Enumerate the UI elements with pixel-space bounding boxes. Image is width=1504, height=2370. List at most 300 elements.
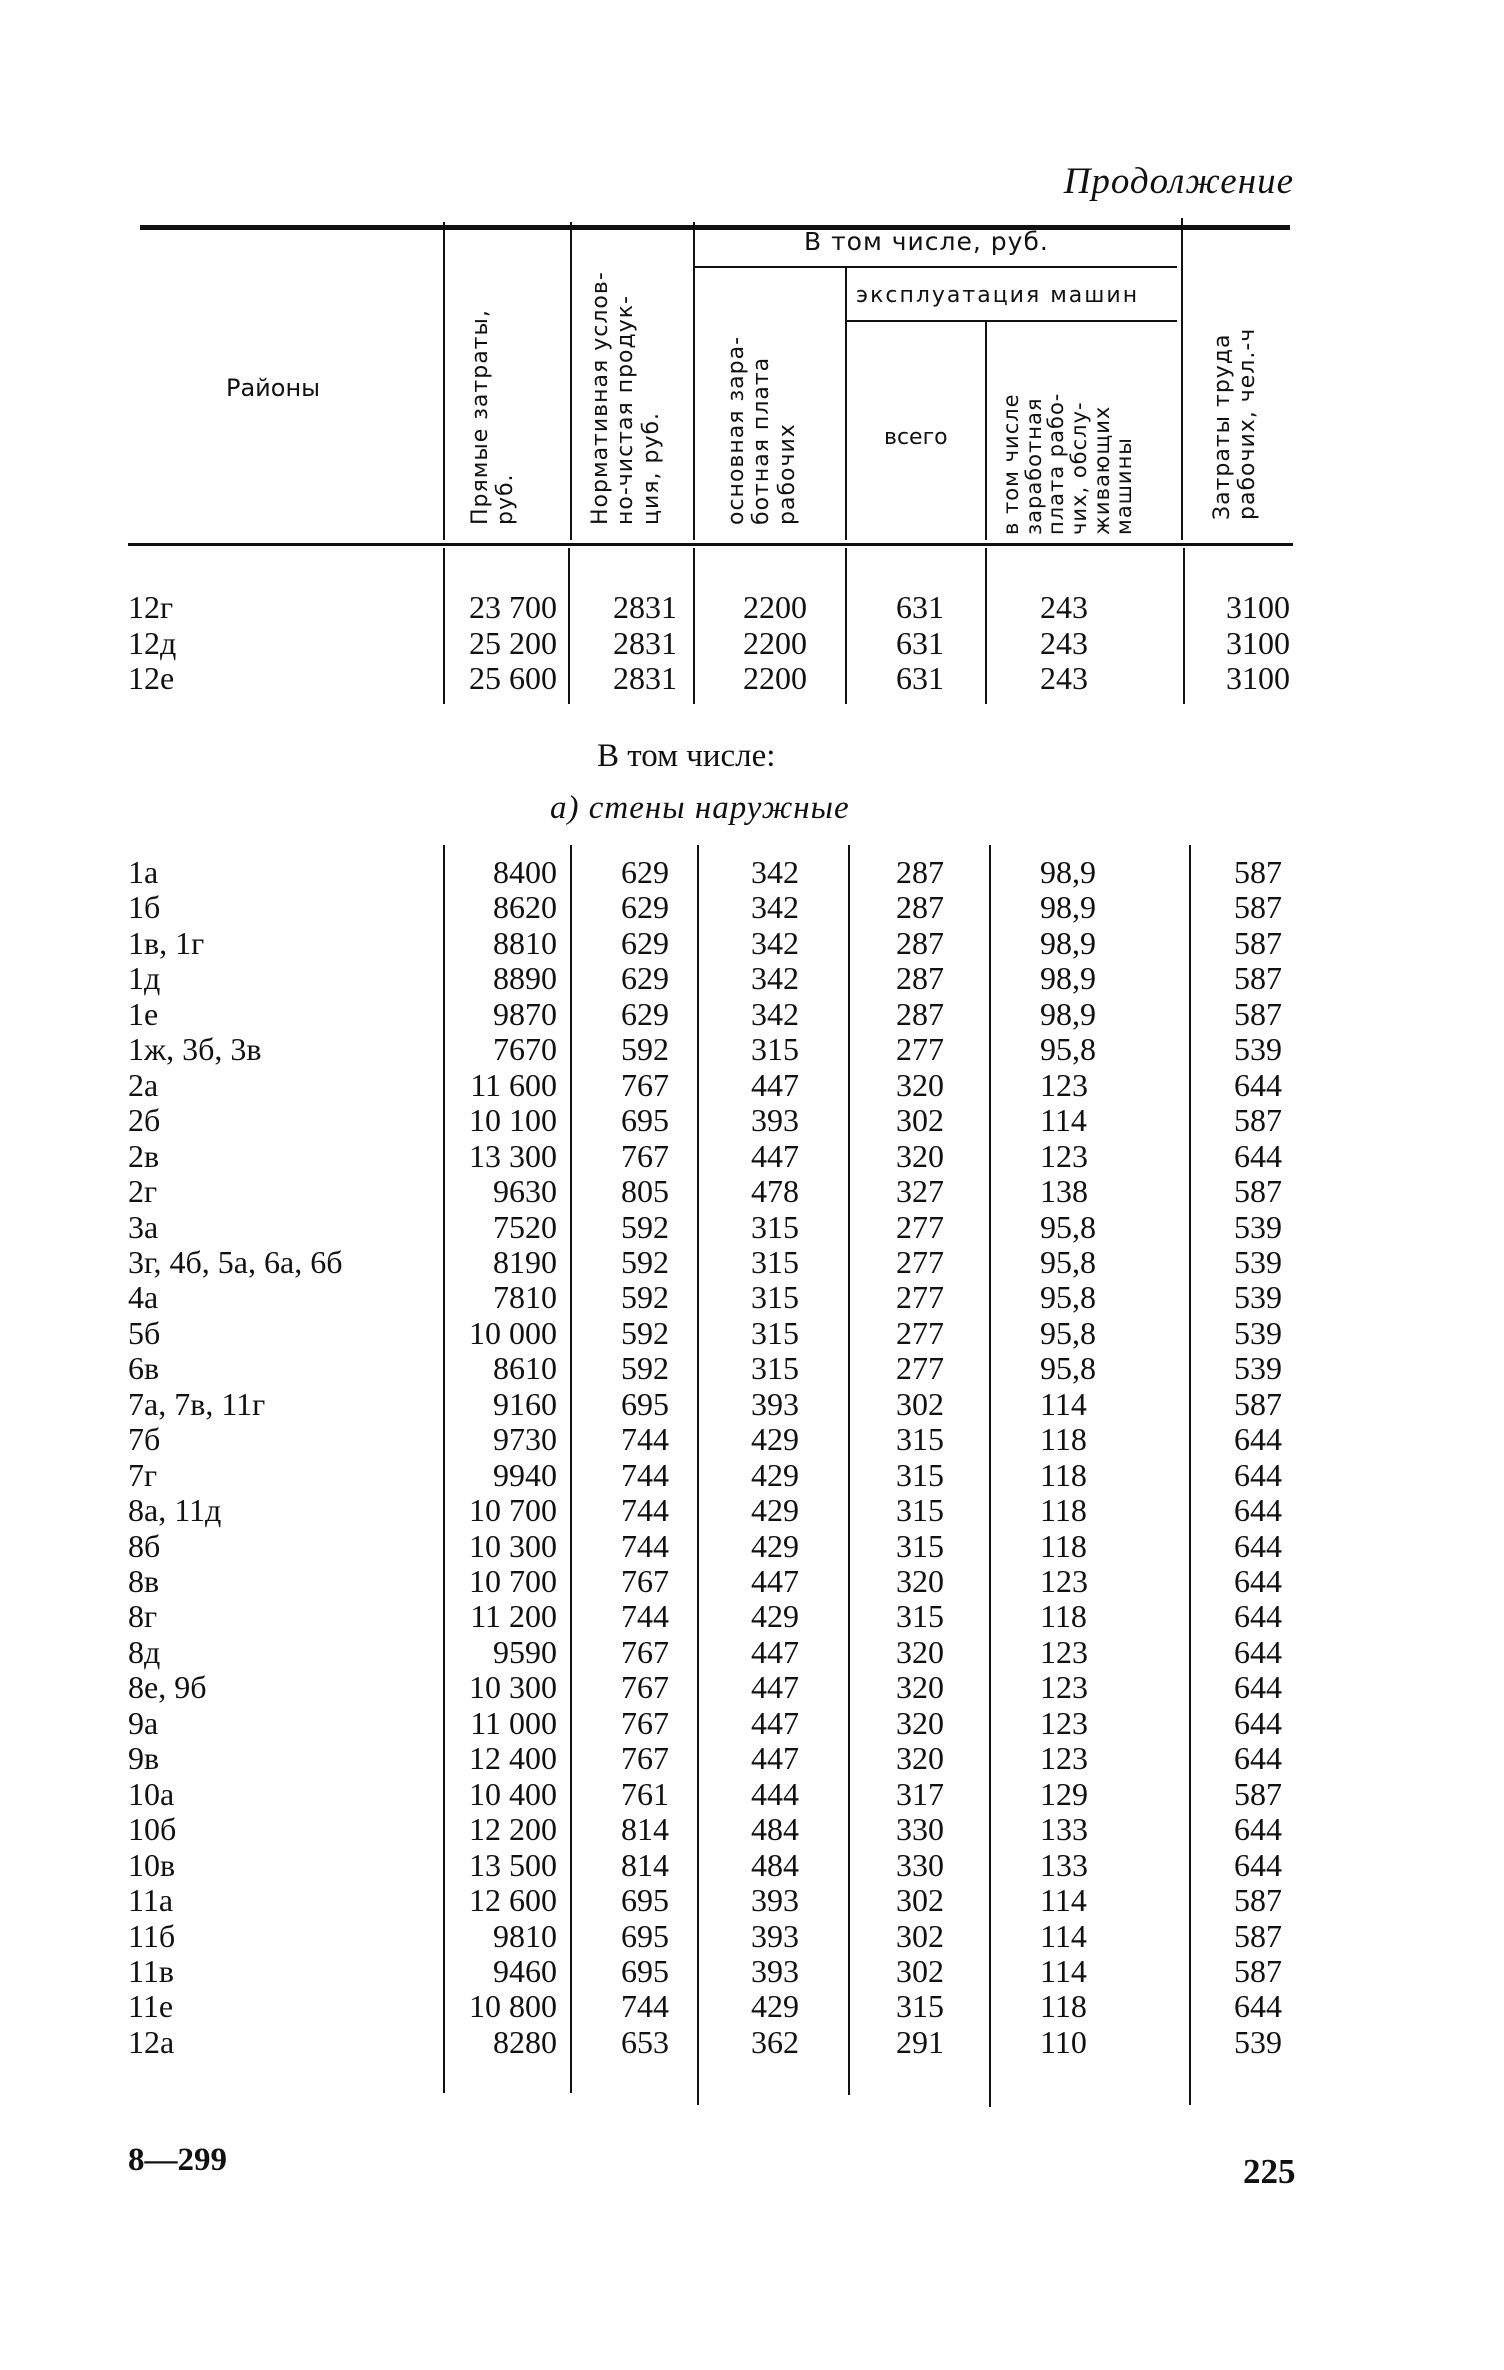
direct-costs-cell: 9460: [493, 1952, 557, 1989]
labor-cell: 644: [1234, 1704, 1282, 1741]
machine-wage-cell: 114: [1040, 1917, 1087, 1954]
machine-total-cell: 631: [896, 624, 944, 661]
machine-total-cell: 320: [896, 1633, 944, 1670]
normative-cell: 629: [621, 889, 669, 926]
main-wage-cell: 342: [751, 995, 799, 1032]
machine-wage-cell: 118: [1040, 1527, 1087, 1564]
direct-costs-cell: 9730: [493, 1421, 557, 1458]
table-row: [0, 1068, 1504, 1103]
normative-cell: 761: [621, 1775, 669, 1812]
normative-cell: 767: [621, 1137, 669, 1174]
labor-cell: 644: [1234, 1811, 1282, 1848]
direct-costs-cell: 25 200: [469, 624, 557, 661]
continuation-label: Продолжение: [1063, 161, 1294, 202]
direct-costs-cell: 7810: [493, 1279, 557, 1316]
direct-costs-cell: 13 500: [469, 1846, 557, 1883]
table-row: [0, 1351, 1504, 1386]
labor-cell: 587: [1234, 1173, 1282, 1210]
direct-costs-cell: 8280: [493, 2023, 557, 2060]
direct-costs-cell: 12 200: [469, 1811, 557, 1848]
main-wage-cell: 447: [751, 1669, 799, 1706]
machine-total-cell: 302: [896, 1882, 944, 1919]
table-row: [0, 1210, 1504, 1245]
normative-cell: 767: [621, 1563, 669, 1599]
direct-costs-cell: 9630: [493, 1173, 557, 1210]
normative-cell: 744: [621, 1988, 669, 2025]
normative-cell: 592: [621, 1314, 669, 1351]
labor-cell: 644: [1234, 1598, 1282, 1635]
labor-cell: 644: [1234, 1740, 1282, 1777]
table-row: [0, 1564, 1504, 1599]
normative-cell: 814: [621, 1811, 669, 1848]
machine-total-cell: 320: [896, 1740, 944, 1777]
normative-cell: 814: [621, 1846, 669, 1883]
labor-cell: 587: [1234, 1882, 1282, 1919]
labor-cell: 587: [1234, 995, 1282, 1032]
labor-cell: 644: [1234, 1492, 1282, 1529]
machine-wage-cell: 118: [1040, 1492, 1087, 1529]
direct-costs-cell: 23 700: [469, 589, 557, 625]
direct-costs-cell: 11 200: [470, 1598, 557, 1635]
labor-cell: 587: [1234, 1385, 1282, 1422]
header-including-rub: В том числе, руб.: [804, 227, 1049, 256]
main-wage-cell: 315: [751, 1279, 799, 1316]
machine-total-cell: 287: [896, 924, 944, 961]
main-wage-cell: 393: [751, 1952, 799, 1989]
machine-wage-cell: 98,9: [1040, 854, 1096, 890]
direct-costs-cell: 9870: [493, 995, 557, 1032]
direct-costs-cell: 13 300: [469, 1137, 557, 1174]
header-subrule: [695, 266, 1177, 268]
region-cell: 7б: [128, 1421, 161, 1458]
region-cell: 8б: [128, 1527, 161, 1564]
main-wage-cell: 393: [751, 1917, 799, 1954]
main-wage-cell: 2200: [743, 589, 807, 625]
header-main-wage: основная зара- ботная плата рабочих: [724, 335, 800, 525]
main-wage-cell: 429: [751, 1527, 799, 1564]
table-row: [0, 1458, 1504, 1493]
labor-cell: 644: [1234, 1527, 1282, 1564]
normative-cell: 767: [621, 1669, 669, 1706]
machine-total-cell: 631: [896, 589, 944, 625]
header-labor: Затраты труда рабочих, чел.-ч: [1210, 327, 1261, 520]
machine-total-cell: 631: [896, 660, 944, 696]
labor-cell: 3100: [1226, 589, 1290, 625]
machine-total-cell: 287: [896, 889, 944, 926]
machine-total-cell: 315: [896, 1598, 944, 1635]
region-cell: 11а: [128, 1882, 174, 1919]
header-machine-operation: эксплуатация машин: [856, 283, 1140, 308]
machine-wage-cell: 98,9: [1040, 924, 1096, 961]
machine-total-cell: 277: [896, 1208, 944, 1245]
region-cell: 10а: [128, 1775, 175, 1812]
direct-costs-cell: 12 600: [469, 1882, 557, 1919]
table-row: [0, 1883, 1504, 1918]
main-wage-cell: 315: [751, 1350, 799, 1387]
direct-costs-cell: 9940: [493, 1456, 557, 1493]
main-wage-cell: 315: [751, 1243, 799, 1280]
machine-total-cell: 287: [896, 854, 944, 890]
main-wage-cell: 484: [751, 1811, 799, 1848]
main-wage-cell: 2200: [743, 624, 807, 661]
labor-cell: 3100: [1226, 660, 1290, 696]
machine-total-cell: 315: [896, 1421, 944, 1458]
machine-wage-cell: 133: [1040, 1846, 1088, 1883]
table-row: [0, 1741, 1504, 1776]
machine-total-cell: 277: [896, 1314, 944, 1351]
labor-cell: 644: [1234, 1669, 1282, 1706]
machine-wage-cell: 133: [1040, 1811, 1088, 1848]
region-cell: 1в, 1г: [128, 924, 205, 961]
header-subrule: [847, 320, 1177, 322]
region-cell: 1ж, 3б, 3в: [128, 1031, 262, 1068]
region-cell: 11е: [128, 1988, 174, 2025]
main-wage-cell: 315: [751, 1314, 799, 1351]
header-divider: [570, 222, 572, 540]
direct-costs-cell: 11 600: [470, 1066, 557, 1103]
table-row: [0, 1706, 1504, 1741]
main-wage-cell: 447: [751, 1633, 799, 1670]
machine-wage-cell: 118: [1040, 1988, 1087, 2025]
direct-costs-cell: 10 300: [469, 1527, 557, 1564]
header-direct-costs: Прямые затраты, руб.: [468, 309, 519, 525]
table-row: [0, 855, 1504, 890]
region-cell: 12а: [128, 2023, 175, 2060]
main-wage-cell: 429: [751, 1988, 799, 2025]
direct-costs-cell: 9810: [493, 1917, 557, 1954]
labor-cell: 587: [1234, 924, 1282, 961]
main-wage-cell: 342: [751, 854, 799, 890]
table-row: [0, 1139, 1504, 1174]
machine-wage-cell: 114: [1040, 1882, 1087, 1919]
region-cell: 9а: [128, 1704, 159, 1741]
labor-cell: 539: [1234, 1350, 1282, 1387]
region-cell: 12г: [128, 589, 174, 625]
labor-cell: 539: [1234, 1031, 1282, 1068]
region-cell: 8е, 9б: [128, 1669, 207, 1706]
normative-cell: 744: [621, 1598, 669, 1635]
header-regions: Районы: [226, 374, 321, 402]
direct-costs-cell: 10 400: [469, 1775, 557, 1812]
main-wage-cell: 447: [751, 1066, 799, 1103]
normative-cell: 805: [621, 1173, 669, 1210]
machine-wage-cell: 95,8: [1040, 1314, 1096, 1351]
table-row: [0, 590, 1504, 625]
machine-wage-cell: 110: [1040, 2023, 1087, 2060]
normative-cell: 695: [621, 1385, 669, 1422]
table-row: [0, 1387, 1504, 1422]
table-row: [0, 926, 1504, 961]
region-cell: 7а, 7в, 11г: [128, 1385, 266, 1422]
machine-total-cell: 315: [896, 1527, 944, 1564]
region-cell: 2г: [128, 1173, 158, 1210]
direct-costs-cell: 8400: [493, 854, 557, 890]
labor-cell: 644: [1234, 1633, 1282, 1670]
machine-wage-cell: 95,8: [1040, 1243, 1096, 1280]
normative-cell: 744: [621, 1421, 669, 1458]
machine-total-cell: 302: [896, 1385, 944, 1422]
table-row: [0, 1529, 1504, 1564]
machine-total-cell: 315: [896, 1988, 944, 2025]
direct-costs-cell: 8620: [493, 889, 557, 926]
section-title: В том числе:: [597, 738, 776, 774]
main-wage-cell: 429: [751, 1421, 799, 1458]
labor-cell: 587: [1234, 1102, 1282, 1139]
labor-cell: 539: [1234, 1314, 1282, 1351]
table-row: [0, 1103, 1504, 1138]
direct-costs-cell: 10 800: [469, 1988, 557, 2025]
machine-total-cell: 320: [896, 1669, 944, 1706]
region-cell: 5б: [128, 1314, 161, 1351]
machine-total-cell: 320: [896, 1563, 944, 1599]
main-wage-cell: 484: [751, 1846, 799, 1883]
machine-wage-cell: 123: [1040, 1704, 1088, 1741]
normative-cell: 592: [621, 1208, 669, 1245]
region-cell: 3г, 4б, 5а, 6а, 6б: [128, 1243, 343, 1280]
machine-wage-cell: 98,9: [1040, 889, 1096, 926]
main-wage-cell: 393: [751, 1102, 799, 1139]
labor-cell: 644: [1234, 1563, 1282, 1599]
labor-cell: 644: [1234, 1846, 1282, 1883]
main-wage-cell: 447: [751, 1137, 799, 1174]
machine-total-cell: 277: [896, 1350, 944, 1387]
main-wage-cell: 362: [751, 2023, 799, 2060]
labor-cell: 644: [1234, 1456, 1282, 1493]
main-wage-cell: 2200: [743, 660, 807, 696]
main-wage-cell: 478: [751, 1173, 799, 1210]
normative-cell: 629: [621, 924, 669, 961]
table-row: [0, 2025, 1504, 2060]
machine-wage-cell: 243: [1040, 660, 1088, 696]
normative-cell: 592: [621, 1350, 669, 1387]
table-row: [0, 1670, 1504, 1705]
main-wage-cell: 429: [751, 1598, 799, 1635]
labor-cell: 539: [1234, 1243, 1282, 1280]
table-row: [0, 1919, 1504, 1954]
normative-cell: 767: [621, 1066, 669, 1103]
header-divider: [693, 222, 695, 540]
machine-wage-cell: 243: [1040, 624, 1088, 661]
normative-cell: 2831: [613, 624, 677, 661]
region-cell: 1д: [128, 960, 161, 997]
machine-total-cell: 302: [896, 1917, 944, 1954]
table-row: [0, 1635, 1504, 1670]
table-row: [0, 1954, 1504, 1989]
region-cell: 1б: [128, 889, 161, 926]
section-subtitle: а) стены наружные: [550, 790, 850, 826]
main-wage-cell: 315: [751, 1208, 799, 1245]
normative-cell: 767: [621, 1740, 669, 1777]
region-cell: 11б: [128, 1917, 176, 1954]
machine-total-cell: 330: [896, 1846, 944, 1883]
direct-costs-cell: 10 000: [469, 1314, 557, 1351]
page-number: 225: [1243, 2152, 1296, 2191]
region-cell: 2в: [128, 1137, 160, 1174]
direct-costs-cell: 7520: [493, 1208, 557, 1245]
normative-cell: 629: [621, 960, 669, 997]
machine-wage-cell: 95,8: [1040, 1279, 1096, 1316]
direct-costs-cell: 10 700: [469, 1563, 557, 1599]
direct-costs-cell: 10 300: [469, 1669, 557, 1706]
machine-wage-cell: 123: [1040, 1137, 1088, 1174]
direct-costs-cell: 9590: [493, 1633, 557, 1670]
table-row: [0, 1493, 1504, 1528]
main-wage-cell: 429: [751, 1456, 799, 1493]
labor-cell: 3100: [1226, 624, 1290, 661]
table-row: [0, 1989, 1504, 2024]
direct-costs-cell: 9160: [493, 1385, 557, 1422]
main-wage-cell: 444: [751, 1775, 799, 1812]
machine-total-cell: 327: [896, 1173, 944, 1210]
labor-cell: 587: [1234, 1917, 1282, 1954]
table-row: [0, 890, 1504, 925]
region-cell: 12д: [128, 624, 177, 661]
machine-total-cell: 320: [896, 1066, 944, 1103]
region-cell: 6в: [128, 1350, 160, 1387]
main-wage-cell: 447: [751, 1704, 799, 1741]
table-row: [0, 626, 1504, 661]
main-wage-cell: 342: [751, 960, 799, 997]
direct-costs-cell: 8810: [493, 924, 557, 961]
table-row: [0, 961, 1504, 996]
machine-total-cell: 291: [896, 2023, 944, 2060]
header-divider: [443, 222, 445, 540]
normative-cell: 2831: [613, 589, 677, 625]
region-cell: 10б: [128, 1811, 177, 1848]
machine-total-cell: 277: [896, 1031, 944, 1068]
table-row: [0, 1245, 1504, 1280]
table-row: [0, 1280, 1504, 1315]
printer-signature: 8—299: [128, 2142, 227, 2178]
normative-cell: 629: [621, 854, 669, 890]
machine-total-cell: 317: [896, 1775, 944, 1812]
machine-total-cell: 277: [896, 1279, 944, 1316]
labor-cell: 587: [1234, 889, 1282, 926]
normative-cell: 695: [621, 1102, 669, 1139]
table-row: [0, 1032, 1504, 1067]
header-machine-wage: в том числе заработная плата рабо- чих, обслу- живающих машины: [999, 392, 1137, 535]
machine-total-cell: 320: [896, 1137, 944, 1174]
main-wage-cell: 447: [751, 1740, 799, 1777]
machine-wage-cell: 95,8: [1040, 1031, 1096, 1068]
machine-total-cell: 330: [896, 1811, 944, 1848]
region-cell: 12е: [128, 660, 175, 696]
normative-cell: 629: [621, 995, 669, 1032]
machine-wage-cell: 114: [1040, 1102, 1087, 1139]
header-bottom-rule: [128, 543, 1293, 546]
machine-total-cell: 320: [896, 1704, 944, 1741]
main-wage-cell: 393: [751, 1385, 799, 1422]
normative-cell: 744: [621, 1456, 669, 1493]
table-row: [0, 1848, 1504, 1883]
direct-costs-cell: 8890: [493, 960, 557, 997]
labor-cell: 587: [1234, 854, 1282, 890]
normative-cell: 767: [621, 1633, 669, 1670]
normative-cell: 653: [621, 2023, 669, 2060]
region-cell: 4а: [128, 1279, 159, 1316]
direct-costs-cell: 25 600: [469, 660, 557, 696]
main-wage-cell: 342: [751, 924, 799, 961]
labor-cell: 644: [1234, 1988, 1282, 2025]
direct-costs-cell: 8190: [493, 1243, 557, 1280]
normative-cell: 592: [621, 1243, 669, 1280]
labor-cell: 539: [1234, 1279, 1282, 1316]
labor-cell: 587: [1234, 1952, 1282, 1989]
machine-wage-cell: 123: [1040, 1563, 1088, 1599]
normative-cell: 695: [621, 1917, 669, 1954]
header-normative: Нормативная услов- но-чистая продук- ция, руб.: [588, 271, 664, 525]
machine-wage-cell: 243: [1040, 589, 1088, 625]
table-top-rule: [140, 225, 1290, 230]
main-wage-cell: 393: [751, 1882, 799, 1919]
direct-costs-cell: 8610: [493, 1350, 557, 1387]
header-divider: [845, 268, 847, 540]
direct-costs-cell: 10 700: [469, 1492, 557, 1529]
region-cell: 8в: [128, 1563, 160, 1599]
normative-cell: 2831: [613, 660, 677, 696]
machine-wage-cell: 129: [1040, 1775, 1088, 1812]
main-wage-cell: 447: [751, 1563, 799, 1599]
region-cell: 7г: [128, 1456, 158, 1493]
normative-cell: 592: [621, 1031, 669, 1068]
region-cell: 8а, 11д: [128, 1492, 222, 1529]
region-cell: 9в: [128, 1740, 160, 1777]
machine-total-cell: 315: [896, 1456, 944, 1493]
labor-cell: 644: [1234, 1066, 1282, 1103]
machine-total-cell: 302: [896, 1952, 944, 1989]
region-cell: 3а: [128, 1208, 159, 1245]
machine-wage-cell: 114: [1040, 1385, 1087, 1422]
machine-wage-cell: 95,8: [1040, 1208, 1096, 1245]
normative-cell: 695: [621, 1882, 669, 1919]
machine-wage-cell: 98,9: [1040, 960, 1096, 997]
machine-total-cell: 287: [896, 960, 944, 997]
machine-wage-cell: 95,8: [1040, 1350, 1096, 1387]
normative-cell: 744: [621, 1492, 669, 1529]
labor-cell: 644: [1234, 1421, 1282, 1458]
table-row: [0, 1316, 1504, 1351]
labor-cell: 539: [1234, 2023, 1282, 2060]
machine-wage-cell: 118: [1040, 1456, 1087, 1493]
labor-cell: 587: [1234, 1775, 1282, 1812]
region-cell: 1а: [128, 854, 159, 890]
machine-wage-cell: 123: [1040, 1669, 1088, 1706]
main-wage-cell: 429: [751, 1492, 799, 1529]
machine-total-cell: 315: [896, 1492, 944, 1529]
machine-wage-cell: 123: [1040, 1633, 1088, 1670]
main-wage-cell: 342: [751, 889, 799, 926]
table-row: [0, 1777, 1504, 1812]
direct-costs-cell: 10 100: [469, 1102, 557, 1139]
machine-total-cell: 302: [896, 1102, 944, 1139]
region-cell: 2а: [128, 1066, 159, 1103]
labor-cell: 539: [1234, 1208, 1282, 1245]
direct-costs-cell: 12 400: [469, 1740, 557, 1777]
table-row: [0, 1812, 1504, 1847]
machine-wage-cell: 118: [1040, 1598, 1087, 1635]
labor-cell: 587: [1234, 960, 1282, 997]
direct-costs-cell: 11 000: [470, 1704, 557, 1741]
machine-wage-cell: 98,9: [1040, 995, 1096, 1032]
normative-cell: 592: [621, 1279, 669, 1316]
table-row: [0, 661, 1504, 696]
labor-cell: 644: [1234, 1137, 1282, 1174]
region-cell: 11в: [128, 1952, 174, 1989]
region-cell: 1е: [128, 995, 159, 1032]
machine-wage-cell: 123: [1040, 1066, 1088, 1103]
table-row: [0, 997, 1504, 1032]
normative-cell: 744: [621, 1527, 669, 1564]
